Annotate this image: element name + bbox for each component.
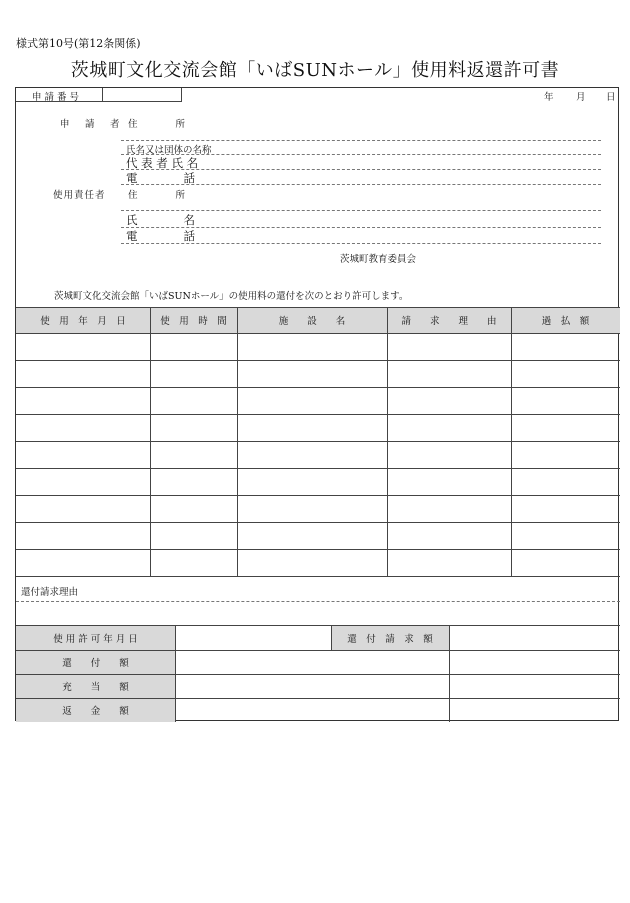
divider <box>16 414 620 415</box>
dashed-line <box>121 140 601 141</box>
applicant-name-group-label: 氏名又は団体の名称 <box>126 145 212 156</box>
document-title: 茨城町文化交流会館「いばSUNホール」使用料返還許可書 <box>70 60 560 81</box>
divider <box>511 307 512 576</box>
form-frame <box>15 87 619 721</box>
divider <box>237 307 238 576</box>
divider <box>175 625 176 722</box>
date-day: 日 <box>606 92 616 103</box>
manager-address-label: 住 所 <box>128 190 186 201</box>
refund-reason-label: 還付請求理由 <box>21 587 79 598</box>
applicant-label: 申 請 者 <box>60 119 123 130</box>
permission-statement: 茨城町文化交流会館「いばSUNホール」の使用料の還付を次のとおり許可します。 <box>54 291 409 302</box>
divider <box>16 576 620 577</box>
claim-amount-label: 還 付 請 求 額 <box>347 634 433 645</box>
manager-name-label: 氏 名 <box>126 213 195 227</box>
header-use-time: 使 用 時 間 <box>160 316 227 327</box>
divider <box>449 625 450 722</box>
issuer: 茨城町教育委員会 <box>340 254 417 265</box>
divider <box>16 333 620 334</box>
divider <box>16 101 182 102</box>
header-overpaid: 過 払 額 <box>541 316 590 327</box>
permit-date-label: 使 用 許 可 年 月 日 <box>53 634 138 645</box>
app-no-label: 申 請 番 号 <box>32 92 80 103</box>
divider <box>16 522 620 523</box>
divider <box>16 549 620 550</box>
header-reason: 請 求 理 由 <box>401 316 497 327</box>
refund-amount-label: 還 付 額 <box>62 658 129 669</box>
app-no-field[interactable] <box>103 88 181 101</box>
applicant-address-label: 住 所 <box>128 119 186 130</box>
form-number: 様式第10号(第12条関係) <box>16 37 141 50</box>
dashed-line <box>121 243 601 244</box>
divider <box>16 468 620 469</box>
manager-phone-label: 電 話 <box>126 229 195 243</box>
divider <box>16 495 620 496</box>
divider <box>181 88 182 101</box>
dashed-line <box>121 184 601 185</box>
header-use-date: 使 用 年 月 日 <box>40 316 126 327</box>
applicant-rep-name-label: 代 表 者 氏 名 <box>126 156 199 170</box>
divider <box>16 387 620 388</box>
divider <box>16 360 620 361</box>
allot-amount-label: 充 当 額 <box>62 682 129 693</box>
divider <box>150 307 151 576</box>
header-facility: 施 設 名 <box>278 316 346 327</box>
applicant-phone-label: 電 話 <box>126 171 195 185</box>
divider <box>387 307 388 576</box>
dashed-line <box>121 210 601 211</box>
date-year: 年 <box>544 92 554 103</box>
divider <box>16 441 620 442</box>
dashed-line <box>16 601 620 602</box>
date-month: 月 <box>576 92 586 103</box>
return-amount-label: 返 金 額 <box>62 706 129 717</box>
manager-label: 使用責任者 <box>53 190 106 201</box>
